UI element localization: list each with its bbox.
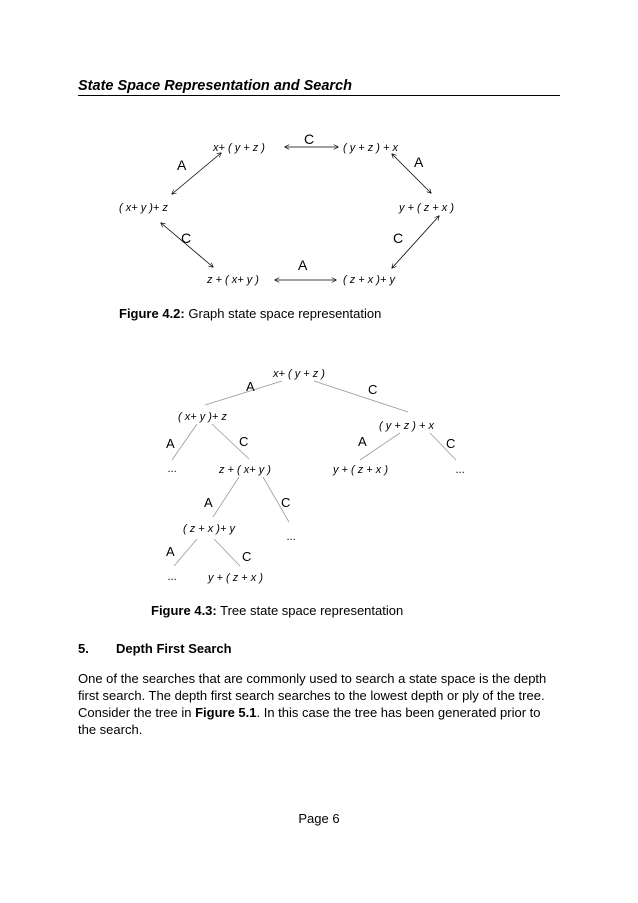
tree-node-l1-right: ( y + z ) + x — [379, 420, 435, 432]
page-number: Page 6 — [298, 811, 340, 826]
tree-node-l2-right: y + ( z + x ) — [333, 464, 389, 476]
tree-edge — [172, 424, 197, 460]
section-title: Depth First Search — [116, 641, 232, 656]
graph-node-mid-left: ( x+ y )+ z — [119, 202, 168, 214]
tree-edge — [174, 539, 197, 566]
tree-node-ellipsis: ... — [168, 571, 178, 583]
graph-node-top-right: ( y + z ) + x — [343, 142, 399, 154]
graph-node-bottom-right: ( z + x )+ y — [343, 274, 395, 286]
tree-edge-label: A — [204, 495, 213, 510]
section-heading — [78, 641, 232, 656]
tree-edge-label: C — [239, 434, 249, 449]
paragraph-text: One of the searches that are commonly used to search a state space is the depth first search. The depth first search searches to the lowest depth or ply of the tree. Consider the tree in — [78, 671, 547, 720]
tree-edge-label: A — [166, 544, 175, 559]
graph-edge-label-upper-right: A — [414, 154, 424, 170]
tree-edge-label: C — [242, 549, 252, 564]
section-number: 5. — [78, 641, 89, 656]
graph-edge-label-top: C — [304, 131, 315, 147]
tree-edge — [213, 477, 239, 517]
body-paragraph — [78, 670, 562, 738]
tree-edge — [214, 539, 240, 566]
graph-node-bottom-left: z + ( x+ y ) — [207, 274, 259, 286]
tree-node-l2-left: z + ( x+ y ) — [219, 464, 271, 476]
caption-text: Graph state space representation — [188, 306, 382, 321]
graph-node-mid-right: y + ( z + x ) — [399, 202, 455, 214]
tree-edge-label: C — [446, 436, 456, 451]
figure-4-2-caption — [119, 306, 381, 321]
graph-edge-label-upper-left: A — [177, 157, 187, 173]
tree-node-l4: y + ( z + x ) — [208, 572, 264, 584]
tree-node-ellipsis: ... — [168, 463, 178, 475]
tree-edge-label: C — [281, 495, 291, 510]
tree-edge-label: C — [368, 382, 378, 397]
graph-node-top-left: x+ ( y + z ) — [213, 142, 265, 154]
tree-node-ellipsis: ... — [456, 464, 466, 476]
graph-edge-label-lower-right: C — [393, 230, 404, 246]
tree-node-root: x+ ( y + z ) — [273, 368, 325, 380]
tree-edge-label: A — [166, 436, 175, 451]
tree-edge-label: A — [246, 379, 255, 394]
figure-4-3-caption — [151, 603, 403, 618]
tree-state-space-diagram — [172, 381, 456, 566]
graph-edge-label-bottom: A — [298, 257, 308, 273]
tree-edge — [314, 381, 408, 412]
tree-node-l1-left: ( x+ y )+ z — [178, 411, 227, 423]
tree-edge-label: A — [358, 434, 367, 449]
tree-edge — [205, 381, 282, 405]
tree-node-ellipsis: ... — [287, 531, 297, 543]
caption-label: Figure 4.2: — [119, 306, 185, 321]
caption-label: Figure 4.3: — [151, 603, 217, 618]
caption-text: Tree state space representation — [220, 603, 404, 618]
paragraph-text-end: . In this case the tree has been generated prior to the search. — [78, 705, 541, 737]
graph-edge-label-lower-left: C — [181, 230, 192, 246]
page-header-title: State Space Representation and Search — [78, 78, 560, 96]
figure-reference: Figure 5.1 — [195, 705, 257, 720]
tree-node-l3: ( z + x )+ y — [183, 523, 235, 535]
graph-edge-upper-right — [392, 154, 431, 193]
